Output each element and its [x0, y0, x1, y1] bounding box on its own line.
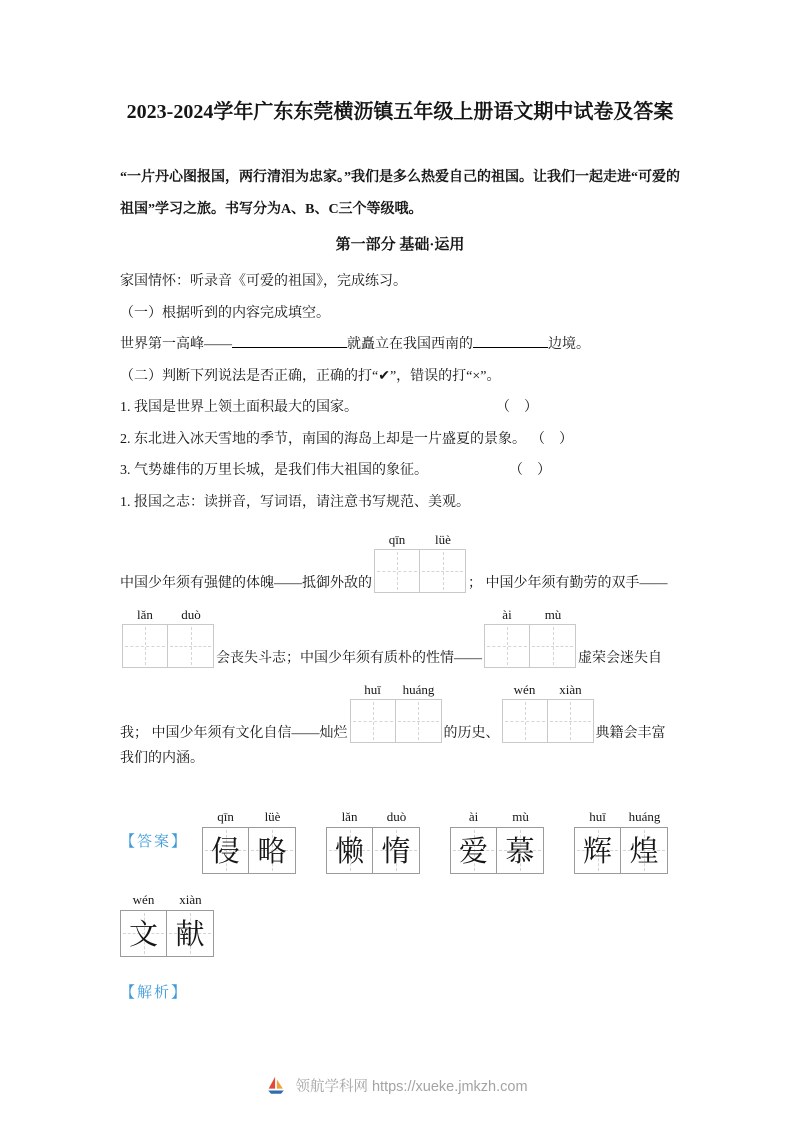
pinyin-row [574, 807, 668, 827]
writing-cell [350, 699, 396, 743]
pinyin-row [502, 680, 594, 699]
answer-char: 煌 [629, 833, 659, 868]
pinyin-syllable: huī [589, 808, 606, 824]
answer-char: 献 [175, 916, 205, 951]
writing-cells [350, 699, 442, 743]
pinyin-grid-huihuang [350, 680, 442, 743]
pinyin-syllable: lüè [264, 808, 281, 824]
answer-row-2 [120, 890, 680, 957]
pinyin-syllable: huī [364, 682, 381, 697]
pinyin-grid-qinlue [374, 530, 466, 593]
pinyin-syllable: duò [386, 808, 407, 824]
answer-char: 文 [128, 916, 158, 951]
part2-label: （二）判断下列说法是否正确，正确的打“✔”，错误的打“×”。 [120, 368, 501, 384]
pinyin-syllable: qīn [217, 808, 234, 824]
fill-mid-text: 就矗立在我国西南的 [347, 337, 473, 352]
pinyin-row [122, 605, 214, 624]
intro-paragraph: “一片丹心图报国，两行清泪为忠家。”我们是多么热爱自己的祖国。让我们一起走进“可爱的祖国”学习之旅。书写分为A、B、C三个等级哦。 [120, 170, 680, 217]
pinyin-syllable: huáng [628, 808, 661, 824]
q1-text: ； 中国少年须有勤劳的双手—— [468, 576, 668, 591]
answer-cells [574, 827, 668, 874]
writing-cell [502, 699, 548, 743]
pinyin-syllable: mù [544, 607, 562, 622]
pinyin-syllable: ài [468, 808, 479, 824]
answer-cell [574, 827, 621, 874]
pinyin-row [450, 807, 544, 827]
answer-cells [120, 910, 680, 957]
answer-char: 惰 [381, 833, 411, 868]
answer-cell [497, 827, 544, 874]
pinyin-row [326, 807, 420, 827]
answer-tag: 【答案】 [120, 833, 189, 850]
pinyin-syllable: lüè [435, 532, 451, 547]
pinyin-row [120, 890, 680, 910]
answer-char: 侵 [211, 833, 241, 868]
q1-text: 典籍会丰富 [595, 726, 666, 741]
writing-cell [396, 699, 442, 743]
pinyin-grid-aimu [484, 605, 576, 668]
writing-cell [548, 699, 594, 743]
pinyin-syllable: xiàn [559, 682, 582, 697]
writing-cell [168, 624, 214, 668]
q1-label: 1. 报国之志：读拼音，写词语，请注意书写规范、美观。 [120, 494, 470, 510]
pinyin-row [202, 807, 296, 827]
pinyin-syllable: qīn [388, 532, 406, 547]
pinyin-syllable: wén [513, 682, 536, 697]
answer-cells [326, 827, 420, 874]
writing-cells [502, 699, 594, 743]
listening-lead: 家国情怀：听录音《可爱的祖国》，完成练习。 [120, 274, 407, 289]
q1-text: 的历史、 [443, 726, 500, 741]
judge-item-1 [120, 392, 680, 424]
fill-pre-text: 世界第一高峰—— [120, 337, 232, 352]
writing-cell [484, 624, 530, 668]
q1-line-3 [120, 680, 680, 743]
judge-text: 2. 东北进入冰天雪地的季节，南国的海岛上却是一片盛夏的景象。 [120, 431, 526, 447]
writing-cells [374, 549, 466, 593]
answer-cell [167, 910, 214, 957]
pinyin-row [374, 530, 466, 549]
judge-paren: （ ） [503, 400, 538, 415]
q1-line-2 [120, 605, 680, 668]
answer-cell [621, 827, 668, 874]
judge-item-2 [120, 424, 680, 456]
paper-title: 2023-2024学年广东东莞横沥镇五年级上册语文期中试卷及答案 [126, 101, 674, 123]
answer-char: 慕 [505, 833, 535, 868]
judge-item-3 [120, 455, 680, 487]
fill-blank-line [120, 329, 680, 361]
answer-row-1 [120, 807, 680, 874]
pinyin-syllable: huáng [402, 682, 435, 697]
q1-line-1 [120, 530, 680, 593]
pinyin-grid-landuo [122, 605, 214, 668]
answer-cell [373, 827, 420, 874]
site-watermark-text: 领航学科网 https://xueke.jmkzh.com [295, 1078, 528, 1095]
writing-cell [420, 549, 466, 593]
writing-cell [530, 624, 576, 668]
paper-content [120, 92, 680, 1002]
pinyin-syllable: wén [132, 891, 155, 907]
answer-cell [120, 910, 167, 957]
pinyin-syllable: mù [512, 808, 529, 824]
pinyin-syllable: ài [502, 607, 512, 622]
pinyin-row [484, 605, 576, 624]
q1-text: 中国少年须有强健的体魄——抵御外敌的 [120, 576, 372, 591]
judge-paren: （ ） [516, 463, 551, 478]
q1-text: 会丧失斗志；中国少年须有质朴的性情—— [216, 651, 482, 666]
pinyin-grid-wenxian [502, 680, 594, 743]
answer-cell [249, 827, 296, 874]
answer-cell [326, 827, 373, 874]
answer-cell [450, 827, 497, 874]
answer-groups [202, 807, 668, 874]
answer-grid-wenxian [120, 890, 680, 957]
writing-cells [484, 624, 576, 668]
sailboat-logo-icon [265, 1074, 287, 1096]
site-watermark [0, 1074, 793, 1096]
pinyin-syllable: duò [181, 607, 201, 622]
answer-cell [202, 827, 249, 874]
blank-underline-1 [232, 334, 347, 348]
pinyin-syllable: lǎn [137, 607, 153, 622]
answer-char: 爱 [459, 833, 489, 868]
writing-cell [374, 549, 420, 593]
judge-paren: （ ） [538, 431, 573, 447]
judge-text: 1. 我国是世界上领土面积最大的国家。 [120, 400, 358, 415]
section-heading: 第一部分 基础·运用 [335, 237, 465, 253]
writing-cells [122, 624, 214, 668]
answer-section [120, 807, 680, 1002]
pinyin-syllable: lǎn [341, 808, 358, 824]
blank-underline-2 [473, 334, 548, 348]
answer-grid-landuo [326, 807, 420, 874]
pinyin-syllable: xiàn [179, 891, 202, 907]
analysis-tag: 【解析】 [120, 984, 189, 1001]
judge-text: 3. 气势雄伟的万里长城，是我们伟大祖国的象征。 [120, 463, 428, 478]
q1-text: 虚荣会迷失自 [578, 651, 662, 666]
answer-char: 辉 [583, 833, 613, 868]
fill-post-text: 边境。 [548, 337, 590, 352]
writing-cell [122, 624, 168, 668]
answer-cells [450, 827, 544, 874]
part1-label: （一）根据听到的内容完成填空。 [120, 305, 330, 321]
answer-cells [202, 827, 296, 874]
q1-line-4: 我们的内涵。 [120, 751, 204, 766]
answer-grid-aimu [450, 807, 544, 874]
answer-char: 略 [257, 833, 287, 868]
answer-char: 懒 [335, 833, 365, 868]
answer-grid-qinlue [202, 807, 296, 874]
q1-text: 我； 中国少年须有文化自信——灿烂 [120, 726, 348, 741]
pinyin-row [350, 680, 442, 699]
answer-grid-huihuang [574, 807, 668, 874]
